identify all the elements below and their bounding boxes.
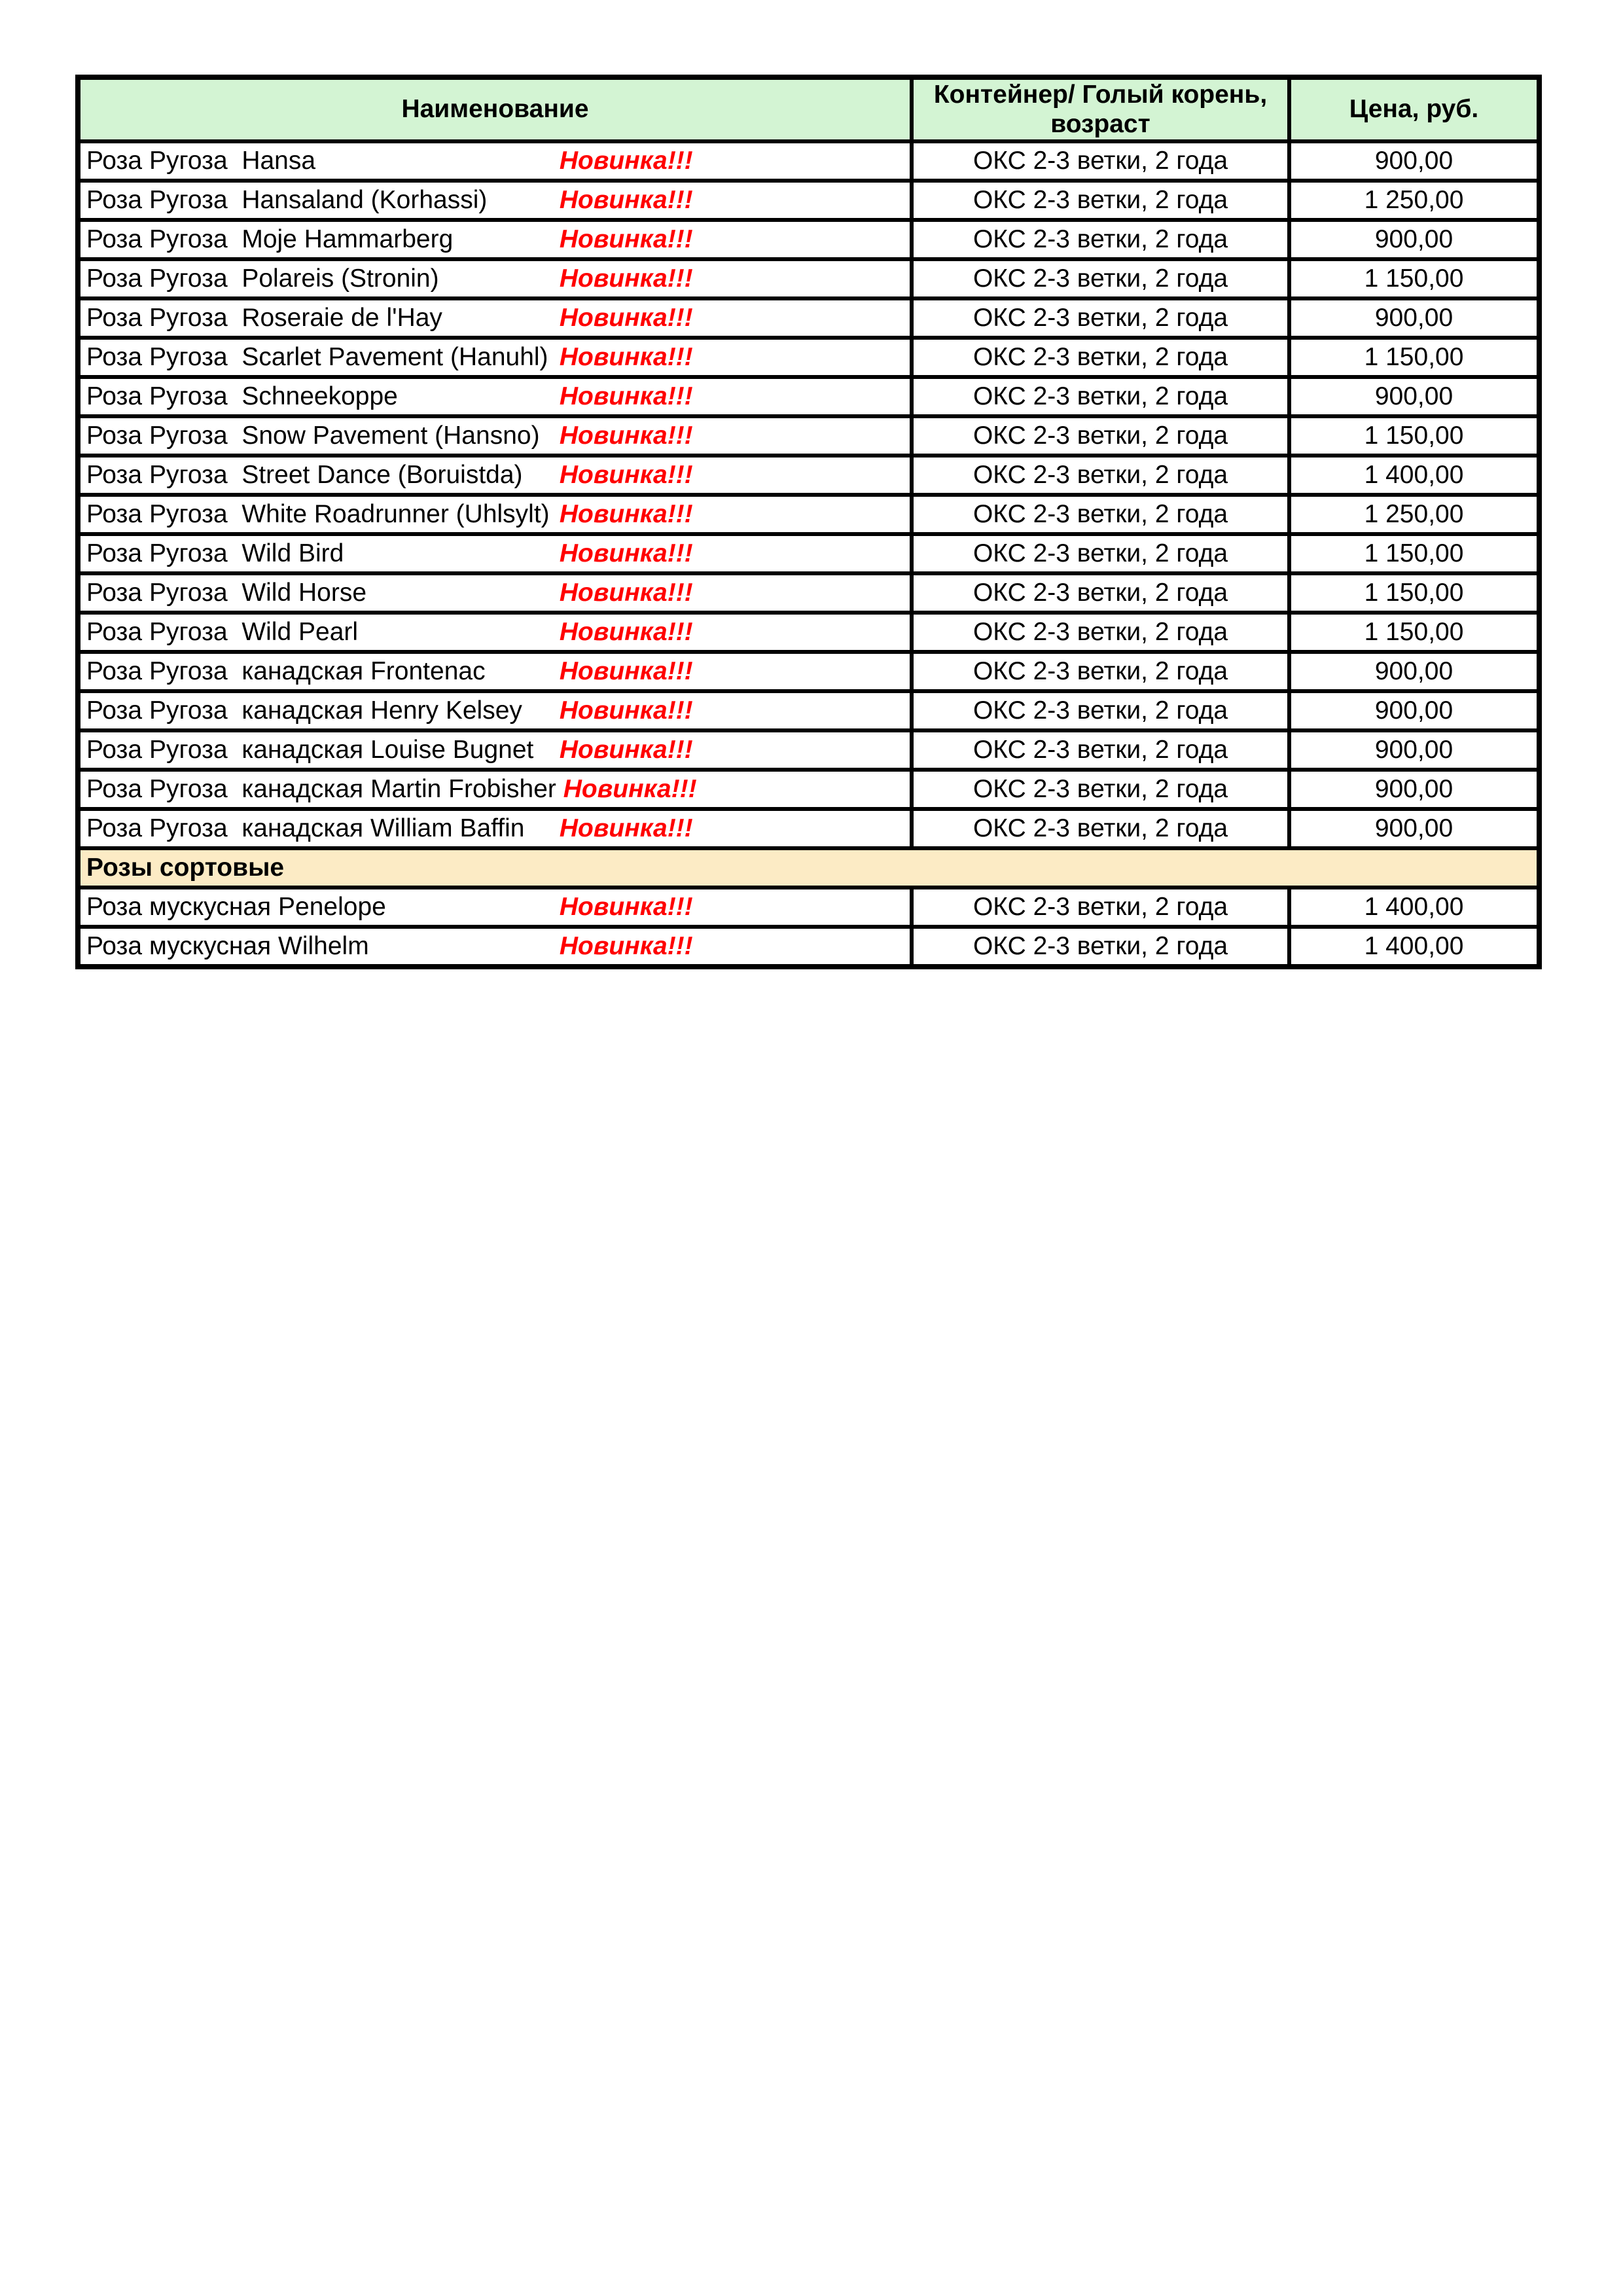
column-header-container: Контейнер/ Голый корень, возраст [912, 77, 1289, 141]
plant-name: Роза мускусная Wilhelm [86, 932, 369, 960]
novelty-badge: Новинка!!! [559, 186, 693, 214]
header-row [78, 77, 1539, 141]
plant-name: Роза Ругоза Wild Horse [86, 579, 367, 607]
price-cell: 900,00 [1289, 377, 1539, 416]
novelty-badge: Новинка!!! [559, 304, 693, 332]
container-cell: ОКС 2-3 ветки, 2 года [912, 573, 1289, 613]
price-cell: 1 150,00 [1289, 338, 1539, 377]
plant-name: Роза Ругоза Hansa [86, 147, 316, 175]
table-row [78, 573, 1539, 613]
table-row [78, 456, 1539, 495]
container-cell: ОКС 2-3 ветки, 2 года [912, 770, 1289, 809]
novelty-badge: Новинка!!! [559, 147, 693, 175]
name-cell [78, 416, 912, 456]
novelty-badge: Новинка!!! [559, 264, 693, 293]
container-cell: ОКС 2-3 ветки, 2 года [912, 927, 1289, 967]
container-cell: ОКС 2-3 ветки, 2 года [912, 338, 1289, 377]
table-row [78, 298, 1539, 338]
price-cell: 1 400,00 [1289, 927, 1539, 967]
container-cell: ОКС 2-3 ветки, 2 года [912, 456, 1289, 495]
price-cell: 900,00 [1289, 691, 1539, 730]
name-cell [78, 259, 912, 298]
name-cell [78, 770, 912, 809]
table-row [78, 809, 1539, 848]
novelty-badge: Новинка!!! [559, 696, 693, 725]
plant-name: Роза Ругоза Schneekoppe [86, 382, 398, 410]
table-row [78, 730, 1539, 770]
table-row [78, 141, 1539, 181]
price-list-table [75, 75, 1542, 969]
container-cell: ОКС 2-3 ветки, 2 года [912, 691, 1289, 730]
novelty-badge: Новинка!!! [559, 814, 693, 842]
container-cell: ОКС 2-3 ветки, 2 года [912, 416, 1289, 456]
name-cell [78, 141, 912, 181]
plant-name: Роза Ругоза канадская Martin Frobisher [86, 775, 556, 803]
column-header-price: Цена, руб. [1289, 77, 1539, 141]
novelty-badge: Новинка!!! [559, 500, 693, 528]
novelty-badge: Новинка!!! [563, 775, 697, 803]
name-cell [78, 495, 912, 534]
plant-name: Роза Ругоза Polareis (Stronin) [86, 264, 439, 293]
plant-name: Роза Ругоза Moje Hammarberg [86, 225, 454, 253]
container-cell: ОКС 2-3 ветки, 2 года [912, 495, 1289, 534]
name-cell [78, 220, 912, 259]
section-label: Розы сортовые [78, 848, 1539, 888]
table-row [78, 377, 1539, 416]
price-cell: 900,00 [1289, 141, 1539, 181]
column-header-name: Наименование [78, 77, 912, 141]
plant-name: Роза Ругоза Snow Pavement (Hansno) [86, 422, 540, 450]
novelty-badge: Новинка!!! [559, 343, 693, 371]
novelty-badge: Новинка!!! [559, 736, 693, 764]
container-cell: ОКС 2-3 ветки, 2 года [912, 809, 1289, 848]
name-cell [78, 377, 912, 416]
novelty-badge: Новинка!!! [559, 539, 693, 567]
name-cell [78, 298, 912, 338]
container-cell: ОКС 2-3 ветки, 2 года [912, 298, 1289, 338]
plant-name: Роза Ругоза Roseraie de l'Hay [86, 304, 442, 332]
name-cell [78, 613, 912, 652]
table-row [78, 691, 1539, 730]
novelty-badge: Новинка!!! [559, 932, 693, 960]
container-cell: ОКС 2-3 ветки, 2 года [912, 377, 1289, 416]
price-cell: 1 400,00 [1289, 456, 1539, 495]
plant-name: Роза Ругоза Wild Bird [86, 539, 344, 567]
plant-name: Роза Ругоза White Roadrunner (Uhlsylt) [86, 500, 550, 528]
price-cell: 1 250,00 [1289, 495, 1539, 534]
price-cell: 900,00 [1289, 770, 1539, 809]
price-cell: 1 150,00 [1289, 613, 1539, 652]
price-cell: 1 150,00 [1289, 573, 1539, 613]
price-cell: 1 150,00 [1289, 416, 1539, 456]
container-cell: ОКС 2-3 ветки, 2 года [912, 220, 1289, 259]
container-cell: ОКС 2-3 ветки, 2 года [912, 730, 1289, 770]
novelty-badge: Новинка!!! [559, 893, 693, 921]
plant-name: Роза Ругоза Street Dance (Boruistda) [86, 461, 523, 489]
novelty-badge: Новинка!!! [559, 461, 693, 489]
plant-name: Роза Ругоза канадская Frontenac [86, 657, 486, 685]
price-cell: 900,00 [1289, 220, 1539, 259]
table-row [78, 770, 1539, 809]
plant-name: Роза Ругоза Wild Pearl [86, 618, 359, 646]
name-cell [78, 573, 912, 613]
table-body [78, 141, 1539, 967]
table-row [78, 888, 1539, 927]
price-cell: 1 250,00 [1289, 181, 1539, 220]
name-cell [78, 927, 912, 967]
table-row [78, 259, 1539, 298]
table-row [78, 534, 1539, 573]
table-row [78, 613, 1539, 652]
price-cell: 900,00 [1289, 298, 1539, 338]
name-cell [78, 456, 912, 495]
novelty-badge: Новинка!!! [559, 225, 693, 253]
price-cell: 900,00 [1289, 809, 1539, 848]
price-cell: 1 150,00 [1289, 259, 1539, 298]
plant-name: Роза Ругоза канадская Henry Kelsey [86, 696, 522, 725]
name-cell [78, 181, 912, 220]
name-cell [78, 338, 912, 377]
price-cell: 900,00 [1289, 652, 1539, 691]
name-cell [78, 888, 912, 927]
container-cell: ОКС 2-3 ветки, 2 года [912, 181, 1289, 220]
price-cell: 1 400,00 [1289, 888, 1539, 927]
table-row [78, 181, 1539, 220]
novelty-badge: Новинка!!! [559, 382, 693, 410]
price-cell: 900,00 [1289, 730, 1539, 770]
container-cell: ОКС 2-3 ветки, 2 года [912, 613, 1289, 652]
container-cell: ОКС 2-3 ветки, 2 года [912, 259, 1289, 298]
table-header [78, 77, 1539, 141]
name-cell [78, 809, 912, 848]
name-cell [78, 534, 912, 573]
plant-name: Роза Ругоза канадская William Baffin [86, 814, 525, 842]
table-row [78, 652, 1539, 691]
price-cell: 1 150,00 [1289, 534, 1539, 573]
container-cell: ОКС 2-3 ветки, 2 года [912, 888, 1289, 927]
section-row [78, 848, 1539, 888]
container-cell: ОКС 2-3 ветки, 2 года [912, 534, 1289, 573]
name-cell [78, 730, 912, 770]
plant-name: Роза мускусная Penelope [86, 893, 386, 921]
container-cell: ОКС 2-3 ветки, 2 года [912, 652, 1289, 691]
plant-name: Роза Ругоза Scarlet Pavement (Hanuhl) [86, 343, 548, 371]
name-cell [78, 691, 912, 730]
plant-name: Роза Ругоза Hansaland (Korhassi) [86, 186, 488, 214]
novelty-badge: Новинка!!! [559, 618, 693, 646]
container-cell: ОКС 2-3 ветки, 2 года [912, 141, 1289, 181]
table-row [78, 338, 1539, 377]
novelty-badge: Новинка!!! [559, 422, 693, 450]
table-row [78, 220, 1539, 259]
table-row [78, 495, 1539, 534]
name-cell [78, 652, 912, 691]
plant-name: Роза Ругоза канадская Louise Bugnet [86, 736, 534, 764]
table-row [78, 927, 1539, 967]
novelty-badge: Новинка!!! [559, 579, 693, 607]
novelty-badge: Новинка!!! [559, 657, 693, 685]
table-row [78, 416, 1539, 456]
